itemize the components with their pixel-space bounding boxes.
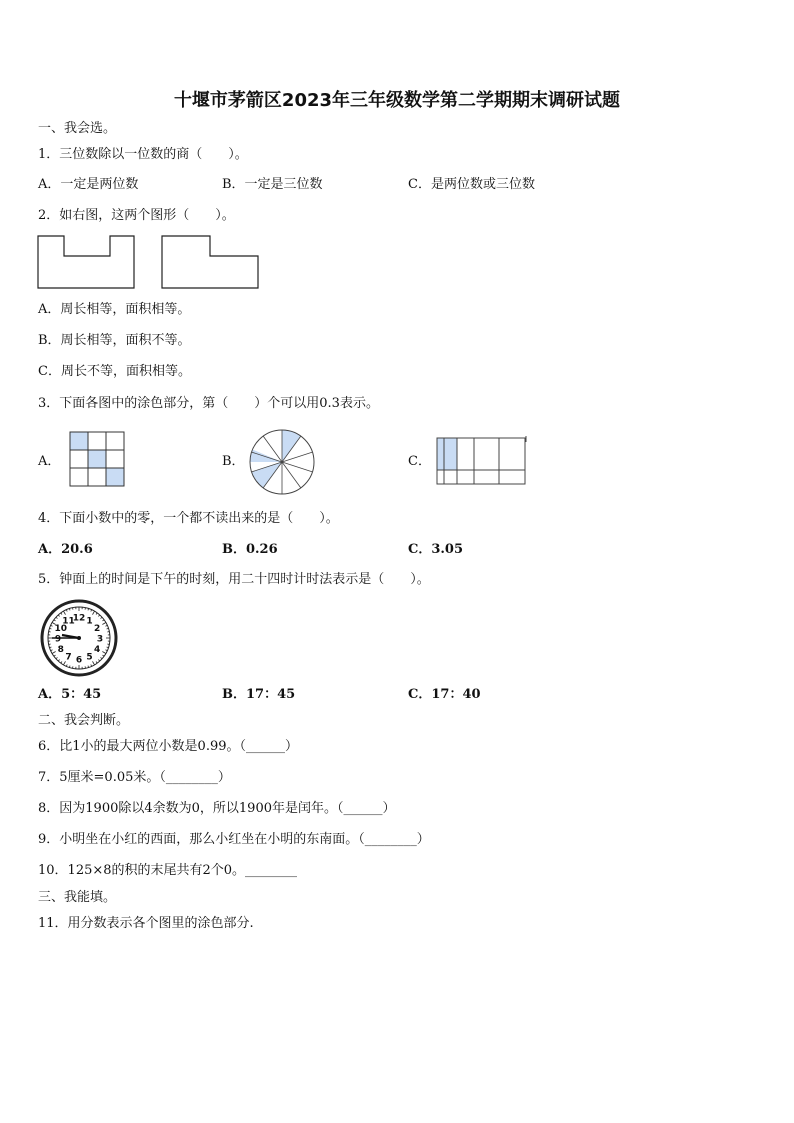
clock-number: 3 — [96, 634, 104, 645]
question-1-option-a[interactable]: A．一定是两位数 — [38, 177, 139, 192]
question-4-option-a[interactable]: A．20.6 — [38, 542, 93, 557]
question-5-option-b[interactable]: B．17：45 — [222, 687, 296, 702]
clock-tick — [96, 613, 97, 615]
clock-number: 8 — [57, 645, 64, 655]
clock-tick — [51, 650, 53, 651]
clock-tick — [101, 617, 102, 618]
question-4-stem: 4．下面小数中的零，一个都不读出来的是（ ）。 — [38, 511, 339, 526]
question-4-option-b[interactable]: B．0.26 — [222, 542, 278, 557]
question-8[interactable]: 8．因为1900除以4余数为0，所以1900年是闰年。（______） — [38, 801, 396, 816]
clock-tick — [101, 657, 102, 658]
question-5-option-c[interactable]: C．17：40 — [408, 687, 481, 702]
question-2-option-c[interactable]: C．周长不等，面积相等。 — [38, 364, 191, 379]
question-2-option-b[interactable]: B．周长相等，面积不等。 — [38, 333, 191, 348]
clock-tick — [56, 657, 57, 658]
question-1-option-c[interactable]: C．是两位数或三位数 — [408, 177, 535, 192]
clock-tick — [66, 664, 67, 666]
clock-tick — [102, 620, 104, 621]
question-5-stem: 5．钟面上的时间是下午的时刻，用二十四时计时法表示是（ ）。 — [38, 572, 430, 587]
clock-number: 12 — [72, 613, 86, 624]
clock-tick — [91, 610, 92, 612]
question-1-stem: 1．三位数除以一位数的商（ ）。 — [38, 147, 248, 162]
clock-number: 9 — [54, 634, 62, 645]
clock-number: 7 — [65, 652, 72, 663]
question-3-stem: 3．下面各图中的涂色部分，第（ ）个可以用0.3表示。 — [38, 396, 379, 411]
clock-number: 5 — [86, 652, 93, 663]
clock-tick — [105, 650, 107, 651]
clock-tick — [54, 620, 56, 621]
question-4-option-c[interactable]: C．3.05 — [408, 542, 464, 557]
question-6[interactable]: 6．比1小的最大两位小数是0.99。（______） — [38, 739, 298, 754]
question-2-figures — [36, 234, 266, 292]
question-2-stem: 2．如右图，这两个图形（ ）。 — [38, 208, 235, 223]
clock-tick — [54, 655, 56, 656]
figure-stepped — [162, 236, 258, 288]
clock-tick — [52, 652, 55, 654]
clock-number: 2 — [94, 624, 101, 634]
section-heading-choice: 一、我会选。 — [38, 121, 117, 136]
clock-tick — [96, 661, 97, 663]
question-9[interactable]: 9．小明坐在小红的西面，那么小红坐在小明的东南面。（________） — [38, 832, 430, 847]
figure-a-grid-3x3 — [70, 432, 128, 490]
clock-tick — [105, 625, 107, 626]
clock-tick — [66, 610, 67, 612]
figure-notched-top — [38, 236, 134, 288]
clock-tick — [58, 660, 59, 661]
question-3-option-c[interactable]: C． — [408, 454, 431, 469]
clock-tick — [98, 615, 99, 616]
clock-tick — [91, 664, 92, 666]
clock-tick — [58, 615, 59, 616]
clock-face — [40, 599, 118, 677]
clock-number: 11 — [62, 616, 75, 627]
clock-tick — [102, 652, 105, 654]
question-3-option-a[interactable]: A． — [38, 454, 61, 469]
clock-tick — [102, 655, 104, 656]
question-11: 11．用分数表示各个图里的涂色部分. — [38, 916, 254, 931]
question-10[interactable]: 10．125×8的积的末尾共有2个0。________ — [38, 863, 298, 878]
clock-number: 4 — [94, 645, 101, 655]
question-5-option-a[interactable]: A．5：45 — [38, 687, 102, 702]
clock-tick — [64, 611, 66, 614]
clock-tick — [56, 617, 57, 618]
question-1-option-b[interactable]: B．一定是三位数 — [222, 177, 323, 192]
clock-tick — [93, 611, 95, 614]
clock-tick — [51, 625, 53, 626]
clock-number: 6 — [75, 655, 83, 666]
figure-b-circle-10-parts — [248, 428, 316, 496]
clock-number: 1 — [86, 616, 93, 627]
clock-tick — [98, 660, 99, 661]
question-3-option-b[interactable]: B． — [222, 454, 245, 469]
clock-tick — [102, 623, 105, 625]
clock-tick — [93, 661, 95, 664]
clock-tick — [61, 613, 62, 615]
question-7[interactable]: 7．5厘米=0.05米。（________） — [38, 770, 231, 785]
page-title: 十堰市茅箭区2023年三年级数学第二学期期末调研试题 — [173, 90, 621, 111]
figure-c-rectangle-parts — [436, 436, 528, 486]
clock-number: 10 — [54, 624, 68, 634]
clock-tick — [61, 661, 62, 663]
section-heading-judgement: 二、我会判断。 — [38, 713, 130, 728]
section-heading-fill: 三、我能填。 — [38, 890, 117, 905]
question-2-option-a[interactable]: A．周长相等，面积相等。 — [38, 302, 191, 317]
